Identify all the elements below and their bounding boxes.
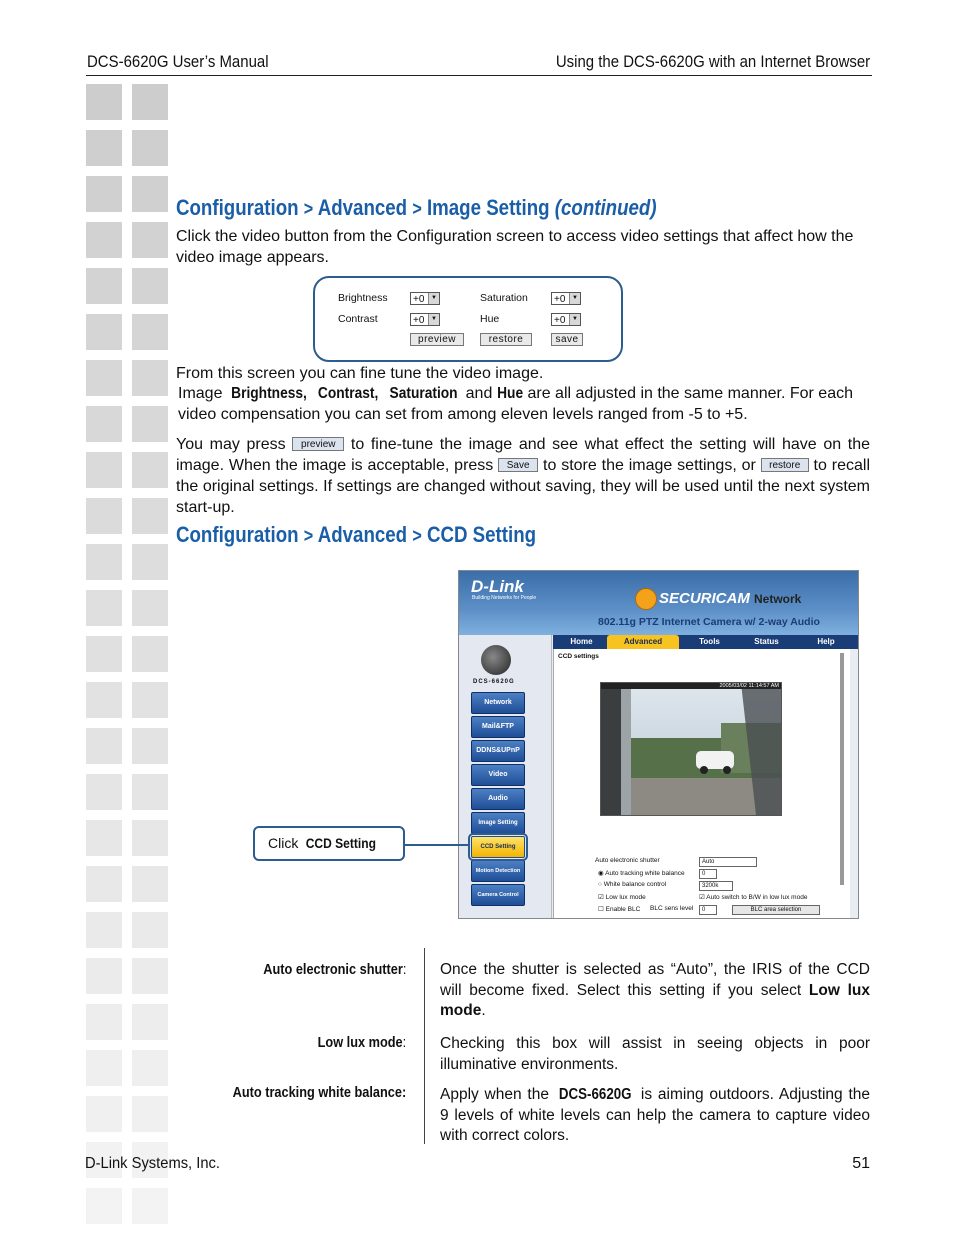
saturation-select[interactable]: [551, 292, 581, 305]
securicam-logo: [659, 590, 801, 607]
def-text: is aiming outdoors. Adjusting the 9 levels of white levels can help the camera to capture video with correct colors.: [440, 1086, 870, 1144]
section-intro: Click the video button from the Configuration screen to access video settings that affect how the video image appears.: [176, 228, 854, 266]
camera-main-content: [553, 649, 850, 919]
footer-company: D-Link Systems, Inc.: [85, 1155, 220, 1172]
section-heading-ccd-setting: [176, 522, 600, 548]
dlink-tagline: Building Networks for People: [472, 595, 537, 601]
saturation-label: Saturation: [480, 292, 528, 304]
sidebar-square: [132, 406, 168, 442]
sidebar-square: [132, 1188, 168, 1224]
tab-help[interactable]: Help: [817, 637, 835, 646]
term-text: Low lux mode: [317, 1034, 403, 1051]
heading-part: Configuration: [176, 195, 299, 220]
select-value: Auto: [702, 859, 715, 865]
tab-home[interactable]: Home: [570, 637, 593, 646]
sidebar-square: [132, 774, 168, 810]
product-line: 802.11g PTZ Internet Camera w/ 2-way Audio: [598, 616, 820, 628]
text-run: to fine-tune the image and see what effect the setting will have on the image. When the image is acceptable, press: [176, 436, 870, 474]
sidebar-square: [86, 498, 122, 534]
term-colon: :: [402, 961, 406, 978]
sidebar-square: [132, 544, 168, 580]
sidebar-square: [132, 958, 168, 994]
sidebar-square: [86, 590, 122, 626]
sidebar-square: [132, 1004, 168, 1040]
camera-header: [459, 571, 859, 635]
heading-part: Image Setting: [426, 195, 550, 220]
image-setting-panel: [313, 276, 623, 362]
sidebar-square: [86, 222, 122, 258]
text-run: Image: [178, 385, 227, 402]
blc-label: Enable BLC: [605, 906, 641, 913]
blc-sens-label: BLC sens level: [650, 905, 694, 912]
sidebar-square: [86, 774, 122, 810]
page-number: 51: [852, 1155, 870, 1172]
select-value: 3200k: [702, 883, 719, 889]
hue-select[interactable]: [551, 313, 581, 326]
tab-advanced[interactable]: Advanced: [607, 635, 679, 649]
sidebar-square: [86, 636, 122, 672]
page-heading: CCD settings: [558, 653, 599, 660]
sidebar-square: [86, 84, 122, 120]
callout-bold: CCD Setting: [305, 835, 377, 851]
sidebar-square: [132, 130, 168, 166]
inline-restore-button: restore: [761, 458, 809, 472]
logo-suffix: Network: [754, 592, 802, 606]
select-value: 0: [702, 907, 706, 913]
sidebar-square: [132, 84, 168, 120]
awb-radio-row[interactable]: ◉ Auto tracking white balance: [598, 870, 685, 877]
ccd-setting-screenshot: [458, 570, 859, 919]
lowlux-label: Low lux mode: [605, 894, 646, 901]
def-bold: DCS-6620G: [558, 1086, 632, 1103]
heading-continued: (continued): [554, 195, 657, 220]
select-value: +0: [413, 294, 425, 305]
chevron-down-icon: ▼: [569, 314, 580, 325]
text-run: are all adjusted in the same manner. For each video compensation you can set from among eleven levels ranged from -5 to +5.: [178, 385, 853, 423]
sidebar-square: [132, 452, 168, 488]
text-run: to store the image settings, or: [538, 457, 761, 474]
awb-label: Auto tracking white balance: [605, 870, 685, 877]
term-low-lux-mode: [317, 1034, 406, 1051]
camera-sidebar: [459, 635, 552, 919]
brightness-label: Brightness: [338, 292, 388, 304]
shutter-label: Auto electronic shutter: [595, 857, 660, 864]
select-value: +0: [554, 294, 566, 305]
sidebar-square: [132, 176, 168, 212]
sidebar-square: [86, 1188, 122, 1224]
nav-ccd-setting[interactable]: CCD Setting: [471, 836, 525, 858]
logo-text: SECURICAM: [659, 590, 750, 607]
chevron-down-icon: ▼: [569, 293, 580, 304]
sidebar-square: [86, 406, 122, 442]
heading-separator: >: [303, 526, 314, 547]
bold-term: Brightness,: [231, 385, 307, 402]
heading-part: Advanced: [317, 522, 408, 547]
decorative-sidebar: [0, 0, 170, 1235]
chevron-down-icon: ▼: [428, 314, 439, 325]
sidebar-square: [86, 728, 122, 764]
paragraph-buttons: [176, 434, 870, 518]
bw-checkbox-row[interactable]: ☑ Auto switch to B/W in low lux mode: [699, 894, 808, 901]
sidebar-square: [132, 314, 168, 350]
sidebar-square: [132, 636, 168, 672]
nav-network[interactable]: Network: [471, 692, 525, 714]
running-header-right: Using the DCS-6620G with an Internet Browser: [555, 52, 870, 71]
sidebar-square: [86, 268, 122, 304]
securicam-lock-icon: [635, 588, 657, 610]
camera-tabs: [553, 635, 858, 649]
sidebar-square: [86, 176, 122, 212]
lowlux-checkbox-row[interactable]: ☑ Low lux mode: [598, 894, 646, 901]
heading-separator: >: [303, 199, 314, 220]
sidebar-square: [132, 268, 168, 304]
bold-term: Saturation: [389, 385, 458, 402]
wb-label: White balance control: [603, 881, 667, 888]
sidebar-square: [132, 222, 168, 258]
definition-auto-electronic-shutter: [440, 960, 870, 1022]
select-value: +0: [554, 315, 566, 326]
sidebar-square: [86, 452, 122, 488]
sidebar-square: [86, 130, 122, 166]
sidebar-square: [86, 314, 122, 350]
def-bold: Low lux mode: [440, 981, 870, 1019]
paragraph-adjustments: [178, 384, 878, 425]
section-heading-image-setting: [176, 195, 741, 221]
heading-separator: >: [412, 199, 422, 220]
sidebar-square: [132, 1096, 168, 1132]
contrast-label: Contrast: [338, 313, 378, 325]
tab-tools[interactable]: Tools: [699, 637, 720, 646]
callout-highlight: [468, 833, 528, 861]
chevron-down-icon: ▼: [428, 293, 439, 304]
blc-checkbox-row[interactable]: ☐ Enable BLC: [598, 906, 641, 913]
heading-part: Configuration: [176, 522, 299, 547]
sidebar-square: [86, 820, 122, 856]
header-rule: [86, 75, 872, 76]
text-run: You may press: [176, 436, 293, 453]
sidebar-square: [86, 1096, 122, 1132]
definition-low-lux-mode: Checking this box will assist in seeing objects in poor illuminative environments.: [440, 1035, 870, 1073]
nav-image-setting[interactable]: Image Setting: [471, 812, 525, 834]
sidebar-square: [86, 1004, 122, 1040]
callout-connector: [405, 844, 470, 846]
sidebar-square: [86, 1050, 122, 1086]
blc-area-button[interactable]: BLC area selection: [732, 905, 820, 915]
def-text: Apply when the: [440, 1086, 555, 1103]
contrast-select[interactable]: [410, 313, 440, 326]
bold-term: Contrast,: [318, 385, 379, 402]
sidebar-square: [86, 682, 122, 718]
sidebar-square: [132, 498, 168, 534]
scrollbar[interactable]: [840, 653, 844, 885]
wb-select[interactable]: [699, 881, 733, 891]
sidebar-square: [132, 912, 168, 948]
sidebar-square: [86, 360, 122, 396]
bold-term: Hue: [496, 385, 523, 402]
sidebar-square: [132, 1050, 168, 1086]
wb-radio-row[interactable]: ○ White balance control: [598, 881, 667, 888]
sidebar-square: [86, 866, 122, 902]
sidebar-square: [132, 360, 168, 396]
nav-audio[interactable]: Audio: [471, 788, 525, 810]
sidebar-square: [132, 728, 168, 764]
shutter-select[interactable]: [699, 857, 757, 867]
def-text: Once the shutter is selected as “Auto”, the IRIS of the CCD will become fixed. Select this setting if you select: [440, 961, 870, 999]
click-ccd-setting-callout: [253, 826, 405, 861]
text-run: to recall the original settings. If settings are changed without saving, they will be used until the next system start-up.: [176, 457, 870, 516]
sidebar-square: [132, 590, 168, 626]
def-text: .: [481, 1002, 486, 1019]
sidebar-square: [132, 682, 168, 718]
nav-motion-detection[interactable]: Motion Detection: [471, 860, 525, 882]
term-auto-electronic-shutter: [263, 961, 406, 978]
blc-sens-select[interactable]: [699, 905, 717, 915]
heading-separator: >: [412, 526, 422, 547]
definitions-divider: [424, 948, 425, 1144]
term-auto-tracking-white-balance: Auto tracking white balance:: [232, 1084, 406, 1101]
sidebar-square: [86, 912, 122, 948]
live-video-feed: [600, 682, 782, 816]
select-value: 0: [702, 871, 706, 877]
restore-button[interactable]: restore: [480, 333, 532, 346]
brightness-select[interactable]: [410, 292, 440, 305]
tab-status[interactable]: Status: [754, 637, 779, 646]
sidebar-square: [132, 820, 168, 856]
running-header-left: DCS-6620G User’s Manual: [87, 52, 269, 71]
awb-select[interactable]: [699, 869, 717, 879]
save-button[interactable]: save: [551, 333, 583, 346]
text-run: and: [461, 385, 497, 402]
bw-label: Auto switch to B/W in low lux mode: [706, 894, 808, 901]
select-value: +0: [413, 315, 425, 326]
dlink-logo: D-Link: [471, 577, 524, 596]
model-label: DCS-6620G: [473, 679, 515, 685]
nav-camera-control[interactable]: Camera Control: [471, 884, 525, 906]
callout-text: Click: [268, 835, 303, 851]
inline-save-button: Save: [498, 458, 538, 472]
video-frame: [601, 683, 781, 815]
sidebar-square: [86, 544, 122, 580]
term-colon: :: [402, 1034, 406, 1051]
inline-preview-button: preview: [292, 437, 344, 451]
video-timestamp: 2005/03/02 11:14:57 AM: [719, 683, 779, 689]
heading-part: CCD Setting: [426, 522, 537, 547]
paragraph-fine-tune: From this screen you can fine tune the video image.: [176, 365, 544, 382]
camera-product-icon: [481, 645, 511, 675]
nav-video[interactable]: Video: [471, 764, 525, 786]
heading-part: Advanced: [317, 195, 408, 220]
hue-label: Hue: [480, 313, 500, 325]
sidebar-square: [132, 866, 168, 902]
nav-mail-ftp[interactable]: Mail&FTP: [471, 716, 525, 738]
preview-button[interactable]: preview: [410, 333, 464, 346]
term-text: Auto electronic shutter: [262, 961, 403, 978]
definition-auto-tracking-white-balance: [440, 1085, 870, 1147]
sidebar-square: [86, 958, 122, 994]
nav-ddns-upnp[interactable]: DDNS&UPnP: [471, 740, 525, 762]
